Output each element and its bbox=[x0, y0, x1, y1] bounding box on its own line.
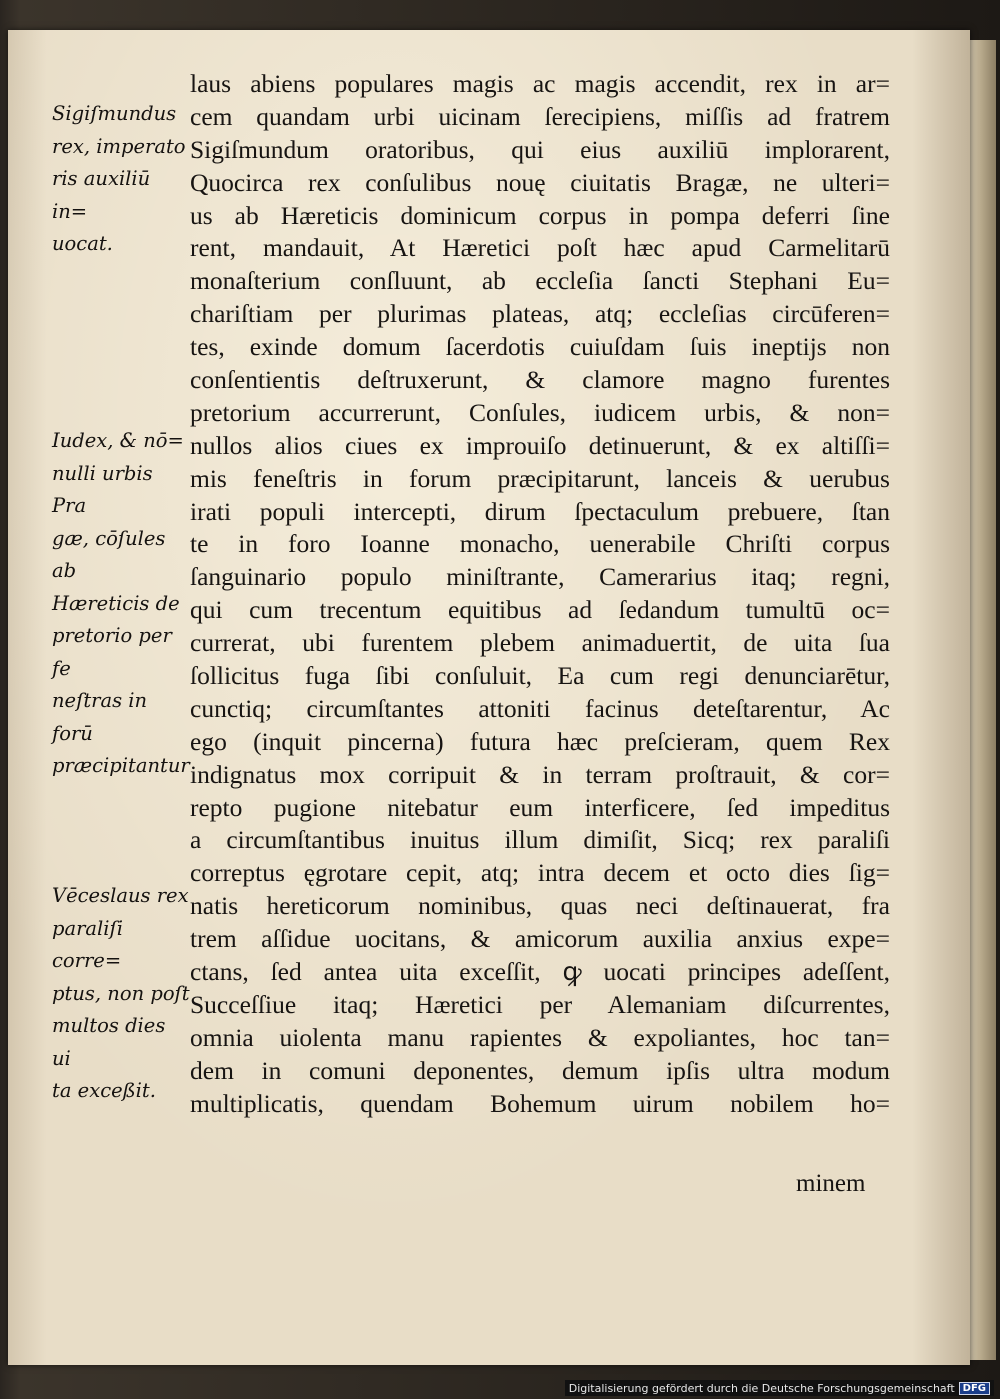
text-line: laus abiens populares magis ac magis accendit, rex in ar= bbox=[190, 69, 890, 98]
text-line: a circumſtantibus inuitus illum dimiſit, Sicq; rex paraliſi bbox=[190, 825, 890, 855]
text-line: monaſterium conſluunt, ab eccleſia ſancti Stephani Eu= bbox=[190, 266, 890, 296]
text-line: tes, exinde domum ſacerdotis cuiuſdam ſuis ineptijs non bbox=[190, 332, 890, 362]
catchword: minem bbox=[796, 1170, 866, 1197]
text-line: conſentientis deſtruxerunt, & clamore magno furentes bbox=[190, 365, 890, 395]
text-line: pretorium accurrerunt, Conſules, iudicem urbis, & non= bbox=[190, 397, 890, 427]
margin-note-iudex: Iudex, & nō= nulli urbis Pra gæ, cōſules ab Hæreticis de pretorio per fe neſtras in forū præcipitantur bbox=[52, 429, 190, 777]
main-text-block bbox=[190, 68, 890, 1121]
text-line: dem in comuni deponentes, demum ipſis ultra modum bbox=[190, 1055, 890, 1085]
text-line: mis feneſtris in forum præcipitarunt, lanceis & uerubus bbox=[190, 463, 890, 493]
text-line: us ab Hæreticis dominicum corpus in pompa deferri ſine bbox=[190, 200, 890, 230]
text-line: cunctiq; circumſtantes attoniti facinus deteſtarentur, Ac bbox=[190, 693, 890, 723]
text-line: ſanguinario populo miniſtrante, Camerarius itaq; regni, bbox=[190, 562, 890, 592]
text-line: multiplicatis, quendam Bohemum uirum nobilem ho= bbox=[190, 1088, 890, 1118]
text-line: indignatus mox corripuit & in terram proſtrauit, & cor= bbox=[190, 759, 890, 789]
text-line: omnia uiolenta manu rapientes & expoliantes, hoc tan= bbox=[190, 1022, 890, 1052]
text-line: currerat, ubi furentem plebem animaduertit, de uita ſua bbox=[190, 628, 890, 658]
margin-note-sigismundus: Sigiſmundus rex, imperato ris auxiliū in= uocat. bbox=[52, 102, 186, 255]
footer-credit: Digitalisierung gefördert durch die Deutsche Forschungsgemeinschaft bbox=[568, 1381, 955, 1395]
text-line: ego (inquit pincerna) futura hæc preſcieram, quem Rex bbox=[190, 726, 890, 756]
text-line: qui cum trecentum equitibus ad ſedandum tumultū oc= bbox=[190, 595, 890, 625]
digitization-footer bbox=[565, 1380, 994, 1396]
text-line: cem quandam urbi uicinam ſerecipiens, miſſis ad fratrem bbox=[190, 101, 890, 131]
text-line: chariſtiam per plurimas plateas, atq; eccleſias circūferen= bbox=[190, 299, 890, 329]
text-line: repto pugione nitebatur eum interficere, ſed impeditus bbox=[190, 792, 890, 822]
margin-note-venceslaus: Vēceslaus rex paraliſi corre= ptus, non poſt multos dies ui ta exceßit. bbox=[52, 884, 190, 1102]
text-line: irati populi intercepti, dirum ſpectaculum prebuere, ſtan bbox=[190, 496, 890, 526]
text-line: natis hereticorum nominibus, quas neci deſtinauerat, fra bbox=[190, 891, 890, 921]
text-line: ſollicitus fuga ſibi conſuluit, Ea cum regi denunciarētur, bbox=[190, 661, 890, 691]
text-line: correptus ęgrotare cepit, atq; intra decem et octo dies ſig= bbox=[190, 858, 890, 888]
book-page-edge bbox=[970, 40, 996, 1360]
text-line: ctans, ſed antea uita exceſſit, ꝙ uocati principes adeſſent, bbox=[190, 957, 890, 987]
text-line: Quocirca rex conſulibus nouę ciuitatis Bragæ, ne ulteri= bbox=[190, 167, 890, 197]
text-line: te in foro Ioanne monacho, uenerabile Chriſti corpus bbox=[190, 529, 890, 559]
text-line: rent, mandauit, At Hæretici poſt hæc apud Carmelitarū bbox=[190, 233, 890, 263]
text-line: Succeſſiue itaq; Hæretici per Alemaniam diſcurrentes, bbox=[190, 989, 890, 1019]
text-line: Sigiſmundum oratoribus, qui eius auxiliū implorarent, bbox=[190, 134, 890, 164]
text-line: trem aſſidue uocitans, & amicorum auxilia anxius expe= bbox=[190, 924, 890, 954]
dfg-logo: DFG bbox=[959, 1382, 990, 1395]
text-line: nullos alios ciues ex improuiſo detinuerunt, & ex altiſſi= bbox=[190, 430, 890, 460]
